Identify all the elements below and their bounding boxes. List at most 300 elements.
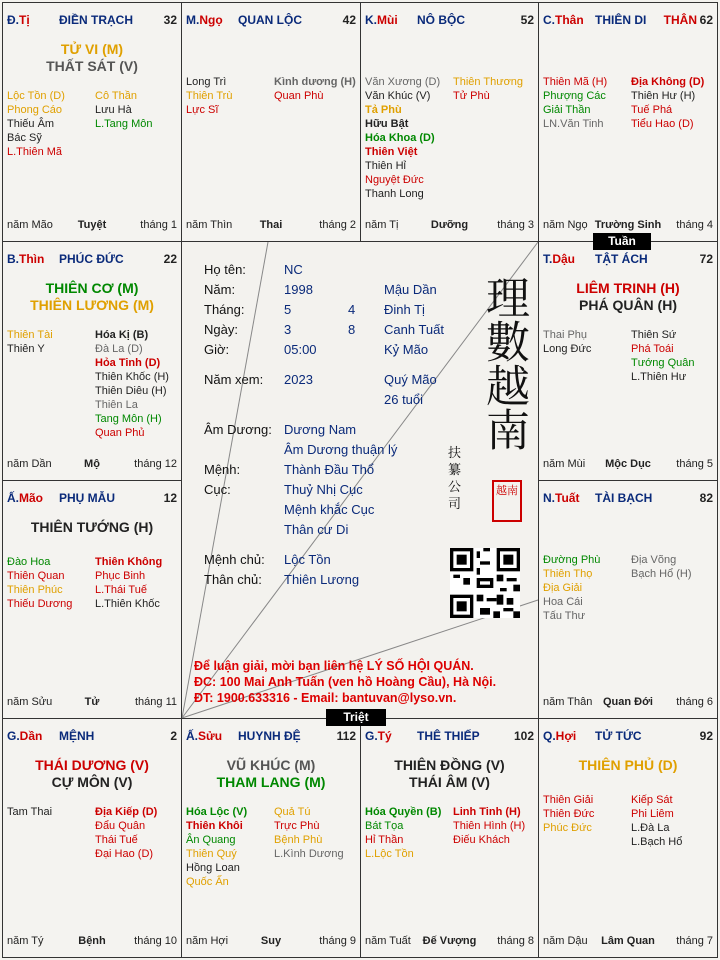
palace-than-marker: THÂN (663, 13, 697, 27)
minor-star: Thiên Đức (543, 808, 595, 820)
palace-phase: Thai (259, 219, 283, 231)
minor-star: Thiên Sứ (631, 329, 677, 341)
palace-house-name: TÀI BẠCH (595, 491, 653, 505)
palace-chi: Ngọ (199, 13, 223, 27)
yin-yang-label: Âm Dương: (204, 422, 272, 437)
palace-canchi (365, 729, 392, 743)
palace-house-name: PHÚC ĐỨC (59, 252, 124, 266)
cuc-value: Thuỷ Nhị Cục (284, 482, 363, 497)
palace-year: năm Mão (7, 219, 53, 231)
palace-ty[interactable] (360, 718, 539, 958)
minor-star: Tả Phù (365, 104, 402, 116)
palace-footer (186, 935, 356, 949)
minor-star: Lưu Hà (95, 104, 132, 116)
minor-star: Phúc Đức (543, 822, 592, 834)
tuan-tag: Tuần (593, 233, 651, 250)
palace-house-name: TẬT ÁCH (595, 252, 648, 266)
palace-footer (365, 935, 534, 949)
main-stars (3, 41, 181, 75)
minor-star: Quốc Ấn (186, 876, 229, 888)
palace-dan[interactable] (2, 718, 182, 958)
minor-stars-left (186, 805, 247, 889)
palace-year: năm Thân (543, 696, 593, 708)
palace-age-number: 12 (163, 491, 177, 505)
minor-star: L.Đà La (631, 822, 670, 834)
palace-canchi (7, 13, 30, 27)
palace-month: tháng 11 (134, 696, 177, 708)
palace-footer (543, 219, 713, 233)
red-seal-stamp: 越南 (492, 480, 522, 522)
main-stars (3, 757, 181, 791)
minor-star: L.Bạch Hổ (631, 836, 683, 848)
hour-canchi: Kỷ Mão (384, 342, 429, 357)
minor-star: Linh Tinh (H) (453, 806, 521, 818)
day-canchi: Canh Tuất (384, 322, 444, 337)
palace-age-number: 32 (163, 13, 177, 27)
palace-house-name: QUAN LỘC (238, 13, 302, 27)
palace-canchi (7, 729, 42, 743)
palace-phase: Trường Sinh (594, 219, 662, 231)
palace-year: năm Tý (7, 935, 44, 947)
palace-can: K. (365, 13, 377, 27)
palace-canchi (186, 729, 222, 743)
palace-can: T. (543, 252, 553, 266)
yin-yang-note: Âm Dương thuận lý (284, 442, 398, 457)
minor-stars-right (631, 793, 682, 849)
palace-can: N. (543, 491, 555, 505)
palace-header (361, 13, 538, 29)
palace-month: tháng 8 (497, 935, 534, 947)
contact-line-3[interactable]: ĐT: 1900.633316 - Email: bantuvan@lyso.vn. (194, 691, 457, 705)
contact-line-2: ĐC: 100 Mai Anh Tuấn (ven hồ Hoàng Cầu), Hà Nội. (194, 675, 497, 689)
name-label: Họ tên: (204, 262, 246, 277)
palace-than[interactable] (538, 2, 718, 242)
calligraphy-logo: 理數越南 (478, 275, 529, 451)
minor-star: Thiên Diêu (H) (95, 385, 167, 397)
triet-tag: Triệt (326, 709, 386, 726)
minor-stars-left (543, 553, 600, 623)
palace-header (539, 729, 717, 745)
palace-month: tháng 3 (497, 219, 534, 231)
minor-stars-left (543, 328, 591, 356)
main-star: THAM LANG (M) (216, 774, 326, 790)
minor-star: Quả Tú (274, 806, 311, 818)
palace-age-number: 112 (336, 729, 356, 743)
minor-star: Tuế Phá (631, 104, 673, 116)
minor-star: Tiểu Hao (D) (631, 118, 694, 130)
minor-stars-right (95, 555, 162, 611)
minor-star: Ân Quang (186, 834, 236, 846)
minor-star: Trực Phù (274, 820, 320, 832)
palace-month: tháng 6 (676, 696, 713, 708)
palace-month: tháng 7 (676, 935, 713, 947)
minor-star: Phượng Các (543, 90, 606, 102)
minor-stars-left (7, 805, 52, 819)
main-star: THIÊN PHỦ (D) (578, 757, 678, 773)
minor-star: Địa Võng (631, 554, 677, 566)
main-stars (361, 757, 538, 791)
minor-star: Phong Cáo (7, 104, 63, 116)
minor-star: Tang Môn (H) (95, 413, 162, 425)
minor-stars-right (453, 805, 525, 847)
minor-star: Phi Liêm (631, 808, 674, 820)
palace-footer (543, 935, 713, 949)
year-value: 1998 (284, 282, 313, 297)
minor-stars-right (453, 75, 523, 103)
minor-star: Tướng Quân (631, 357, 695, 369)
main-star: THÁI DƯƠNG (V) (35, 757, 149, 773)
minor-star: Hồng Loan (186, 862, 240, 874)
minor-star: Hỏa Tinh (D) (95, 357, 161, 369)
main-star: THIÊN ĐỒNG (V) (394, 757, 505, 773)
palace-month: tháng 2 (319, 219, 356, 231)
minor-star: Đại Hao (D) (95, 848, 154, 860)
minor-stars-left (186, 75, 232, 117)
minor-star: L.Thiên Hư (631, 371, 687, 383)
minor-star: Thiên La (95, 399, 138, 411)
minor-star: L.Kình Dương (274, 848, 344, 860)
palace-mui[interactable] (360, 2, 539, 242)
palace-age-number: 102 (513, 729, 534, 743)
minor-star: Bát Tọa (365, 820, 404, 832)
yin-yang-value: Dương Nam (284, 422, 357, 437)
minor-star: Điếu Khách (453, 834, 510, 846)
name-row (204, 262, 246, 277)
minor-star: Đà La (D) (95, 343, 143, 355)
minor-stars-left (365, 805, 441, 861)
palace-footer (365, 219, 534, 233)
minor-star: Thiên Mã (H) (543, 76, 608, 88)
main-star: CỰ MÔN (V) (51, 774, 133, 790)
minor-star: Lộc Tồn (D) (7, 90, 65, 102)
palace-year: năm Thìn (186, 219, 233, 231)
calligraphy-side-text: 扶 纂 公 司 (448, 446, 462, 512)
minor-star: Địa Không (D) (631, 76, 705, 88)
palace-header (539, 491, 717, 507)
palace-phase: Dưỡng (430, 219, 469, 231)
palace-thin[interactable] (2, 241, 182, 481)
palace-house-name: ĐIỀN TRẠCH (59, 13, 133, 27)
minor-star: Thanh Long (365, 188, 424, 200)
palace-can: Q. (543, 729, 556, 743)
minor-star: Thiên Hỉ (365, 160, 406, 172)
main-star: THIÊN CƠ (M) (45, 280, 139, 296)
view-year-label: Năm xem: (204, 372, 264, 387)
minor-star: Phá Toái (631, 343, 674, 355)
palace-year: năm Tuất (365, 935, 411, 947)
palace-age-number: 52 (520, 13, 534, 27)
cuc-note: Mệnh khắc Cục (284, 502, 375, 517)
age-value: 26 tuổi (384, 392, 424, 407)
minor-star: Hoa Cái (543, 596, 583, 608)
minor-star: Thái Tuế (95, 834, 138, 846)
body-lord-label: Thân chủ: (204, 572, 262, 587)
minor-star: Tấu Thư (543, 610, 586, 622)
minor-star: Nguyệt Đức (365, 174, 424, 186)
minor-star: Thiên Quý (186, 848, 237, 860)
minor-stars-left (543, 793, 594, 835)
minor-star: Thiên Y (7, 343, 45, 355)
minor-star: Kiếp Sát (631, 794, 673, 806)
than-position: Thân cư Di (284, 522, 349, 537)
palace-can: G. (7, 729, 20, 743)
minor-star: Bệnh Phù (274, 834, 323, 846)
palace-age-number: 42 (342, 13, 356, 27)
minor-star: Phục Binh (95, 570, 146, 582)
palace-year: năm Mùi (543, 458, 586, 470)
minor-star: Thiếu Âm (7, 118, 55, 130)
minor-star: Thiên Giải (543, 794, 594, 806)
center-info-panel (180, 240, 540, 720)
palace-canchi (543, 252, 575, 266)
palace-month: tháng 1 (140, 219, 177, 231)
year-label: Năm: (204, 282, 236, 297)
palace-phase: Bệnh (78, 935, 106, 947)
palace-can: B. (7, 252, 19, 266)
palace-age-number: 82 (699, 491, 713, 505)
minor-star: Đẩu Quân (95, 820, 146, 832)
palace-phase: Tử (84, 696, 100, 708)
palace-phase: Quan Đới (603, 696, 653, 708)
minor-star: Đào Hoa (7, 556, 51, 568)
palace-ti[interactable] (2, 2, 182, 242)
minor-star: Văn Khúc (V) (365, 90, 431, 102)
main-star: PHÁ QUÂN (H) (579, 297, 677, 313)
palace-can: C. (543, 13, 555, 27)
minor-star: Kình dương (H) (274, 76, 356, 88)
palace-canchi (543, 491, 579, 505)
palace-footer (7, 219, 177, 233)
minor-star: Giải Thần (543, 104, 591, 116)
minor-star: Thiên Tài (7, 329, 53, 341)
minor-star: Thiên Không (95, 556, 163, 568)
palace-can: Ấ. (186, 729, 198, 743)
palace-year: năm Tị (365, 219, 399, 231)
main-star: VŨ KHÚC (M) (226, 757, 316, 773)
palace-year: năm Dần (7, 458, 52, 470)
palace-chi: Sửu (198, 729, 223, 743)
minor-star: Cô Thần (95, 90, 137, 102)
minor-stars-right (631, 553, 692, 581)
palace-chi: Mùi (377, 13, 398, 27)
minor-star: Hữu Bật (365, 118, 409, 130)
palace-chi: Dần (19, 729, 43, 743)
month-label: Tháng: (204, 302, 245, 317)
palace-can: Đ. (7, 13, 19, 27)
palace-dau[interactable] (538, 241, 718, 481)
palace-header (539, 252, 717, 268)
main-star: THIÊN TƯỚNG (H) (30, 519, 154, 535)
palace-age-number: 92 (699, 729, 713, 743)
palace-chi: Dậu (552, 252, 576, 266)
minor-star: L.Thiên Khốc (95, 598, 160, 610)
palace-can: M. (186, 13, 200, 27)
palace-footer (543, 696, 713, 710)
palace-canchi (7, 491, 43, 505)
palace-month: tháng 4 (676, 219, 713, 231)
minor-stars-right (274, 805, 344, 861)
minor-star: Thiên Phúc (7, 584, 63, 596)
palace-year: năm Dậu (543, 935, 588, 947)
hour-label: Giờ: (204, 342, 230, 357)
cuc-label: Cục: (204, 482, 231, 497)
palace-house-name: THIÊN DI (595, 13, 647, 27)
palace-chi: Mão (19, 491, 43, 505)
palace-header (182, 729, 360, 745)
main-star: LIÊM TRINH (H) (576, 280, 680, 296)
palace-month: tháng 5 (676, 458, 713, 470)
palace-chi: Thìn (19, 252, 45, 266)
view-year-value: 2023 (284, 372, 313, 387)
minor-star: Thiên Việt (365, 146, 418, 158)
contact-line-1: Để luận giải, mời bạn liên hệ LÝ SỐ HỘI QUÁN. (194, 659, 474, 673)
palace-house-name: PHỤ MẪU (59, 491, 115, 505)
palace-month: tháng 12 (134, 458, 177, 470)
minor-stars-right (631, 328, 695, 384)
minor-star: Hỉ Thần (365, 834, 404, 846)
palace-ngo[interactable] (181, 2, 361, 242)
day-value: 3 (284, 322, 292, 337)
month-value: 5 (284, 302, 292, 317)
palace-chi: Thân (555, 13, 584, 27)
minor-star: Thiên Hình (H) (453, 820, 526, 832)
palace-house-name: HUYNH ĐỆ (238, 729, 301, 743)
minor-stars-right (95, 328, 169, 440)
day-lunar: 8 (348, 322, 356, 337)
minor-star: Hóa Kị (B) (95, 329, 149, 341)
minor-star: L.Thiên Mã (7, 146, 63, 158)
minor-star: Thiếu Dương (7, 598, 73, 610)
palace-footer (186, 219, 356, 233)
palace-year: năm Ngọ (543, 219, 588, 231)
minor-star: Hóa Quyền (B) (365, 806, 442, 818)
palace-mao[interactable] (2, 480, 182, 719)
palace-canchi (365, 13, 398, 27)
palace-canchi (543, 729, 576, 743)
minor-star: Tử Phù (453, 90, 490, 102)
palace-chi: Tị (19, 13, 30, 27)
minor-stars-left (7, 89, 65, 159)
main-star: TỬ VI (M) (60, 41, 124, 57)
main-star: THIÊN LƯƠNG (M) (30, 297, 154, 313)
minor-star: L.Lộc Tồn (365, 848, 414, 860)
palace-chi: Hợi (555, 729, 577, 743)
contact-block (194, 658, 496, 706)
minor-stars-right (274, 75, 356, 103)
minor-stars-right (631, 75, 704, 131)
minor-stars-right (95, 805, 157, 861)
palace-chi: Tuất (555, 491, 580, 505)
destiny-label: Mệnh: (204, 462, 241, 477)
minor-star: Bác Sỹ (7, 132, 42, 144)
main-stars (539, 280, 717, 314)
minor-star: Quan Phù (274, 90, 324, 102)
palace-house-name: THÊ THIẾP (417, 729, 480, 743)
body-lord-value: Thiên Lương (284, 572, 360, 587)
palace-header (539, 13, 717, 29)
palace-house-name: MỆNH (59, 729, 95, 743)
minor-star: Thiên Thọ (543, 568, 593, 580)
minor-stars-left (7, 328, 53, 356)
palace-phase: Tuyệt (77, 219, 107, 231)
palace-footer (7, 458, 177, 472)
minor-star: Thiên Khôi (186, 820, 243, 832)
minor-star: L.Tang Môn (95, 118, 153, 130)
palace-age-number: 22 (163, 252, 177, 266)
main-stars (3, 280, 181, 314)
palace-header (361, 729, 538, 745)
minor-star: Tam Thai (7, 806, 53, 818)
minor-star: Thiên Quan (7, 570, 65, 582)
minor-star: Đường Phù (543, 554, 601, 566)
month-canchi: Đinh Tị (384, 302, 425, 317)
palace-suu[interactable] (181, 718, 361, 958)
minor-stars-left (543, 75, 607, 131)
minor-stars-left (365, 75, 440, 201)
palace-header (3, 491, 181, 507)
palace-phase: Mộ (84, 458, 100, 470)
minor-star: Địa Kiếp (D) (95, 806, 158, 818)
minor-star: Hóa Lộc (V) (186, 806, 248, 818)
palace-header (3, 729, 181, 745)
name-value: NC (284, 262, 303, 277)
palace-header (3, 252, 181, 268)
minor-star: Văn Xương (D) (365, 76, 441, 88)
palace-phase: Suy (260, 935, 282, 947)
minor-star: Thiên Hư (H) (631, 90, 696, 102)
minor-stars-left (7, 555, 72, 611)
palace-house-name: NÔ BỘC (417, 13, 465, 27)
destiny-lord-label: Mệnh chủ: (204, 552, 265, 567)
palace-month: tháng 10 (134, 935, 177, 947)
palace-age-number: 62 (699, 13, 713, 27)
palace-canchi (543, 13, 584, 27)
palace-tuat[interactable] (538, 480, 718, 719)
minor-star: Bạch Hổ (H) (631, 568, 692, 580)
destiny-lord-value: Lộc Tồn (284, 552, 331, 567)
palace-can: G. (365, 729, 378, 743)
palace-footer (7, 935, 177, 949)
palace-header (3, 13, 181, 29)
day-label: Ngày: (204, 322, 238, 337)
palace-hoi[interactable] (538, 718, 718, 958)
palace-age-number: 72 (699, 252, 713, 266)
palace-phase: Lâm Quan (601, 935, 655, 947)
main-star: THÁI ÂM (V) (409, 774, 490, 790)
palace-month: tháng 9 (319, 935, 356, 947)
palace-year: năm Hợi (186, 935, 229, 947)
year-canchi: Mậu Dần (384, 282, 437, 297)
minor-star: Long Đức (543, 343, 592, 355)
main-star: THẤT SÁT (V) (46, 58, 138, 74)
minor-star: Địa Giải (543, 582, 583, 594)
main-stars (3, 519, 181, 536)
palace-phase: Đế Vượng (422, 935, 477, 947)
minor-star: Hóa Khoa (D) (365, 132, 435, 144)
minor-star: Thiên Trù (186, 90, 233, 102)
palace-can: Ấ. (7, 491, 19, 505)
minor-star: LN.Văn Tinh (543, 118, 604, 130)
qr-code-icon[interactable] (450, 548, 520, 618)
minor-star: Lực Sĩ (186, 104, 219, 116)
minor-star: Thai Phụ (543, 329, 588, 341)
minor-star: Thiên Khốc (H) (95, 371, 169, 383)
palace-footer (543, 458, 713, 472)
minor-star: Thiên Thương (453, 76, 524, 88)
view-year-canchi: Quý Mão (384, 372, 437, 387)
palace-chi: Tý (377, 729, 392, 743)
minor-star: L.Thái Tuế (95, 584, 147, 596)
